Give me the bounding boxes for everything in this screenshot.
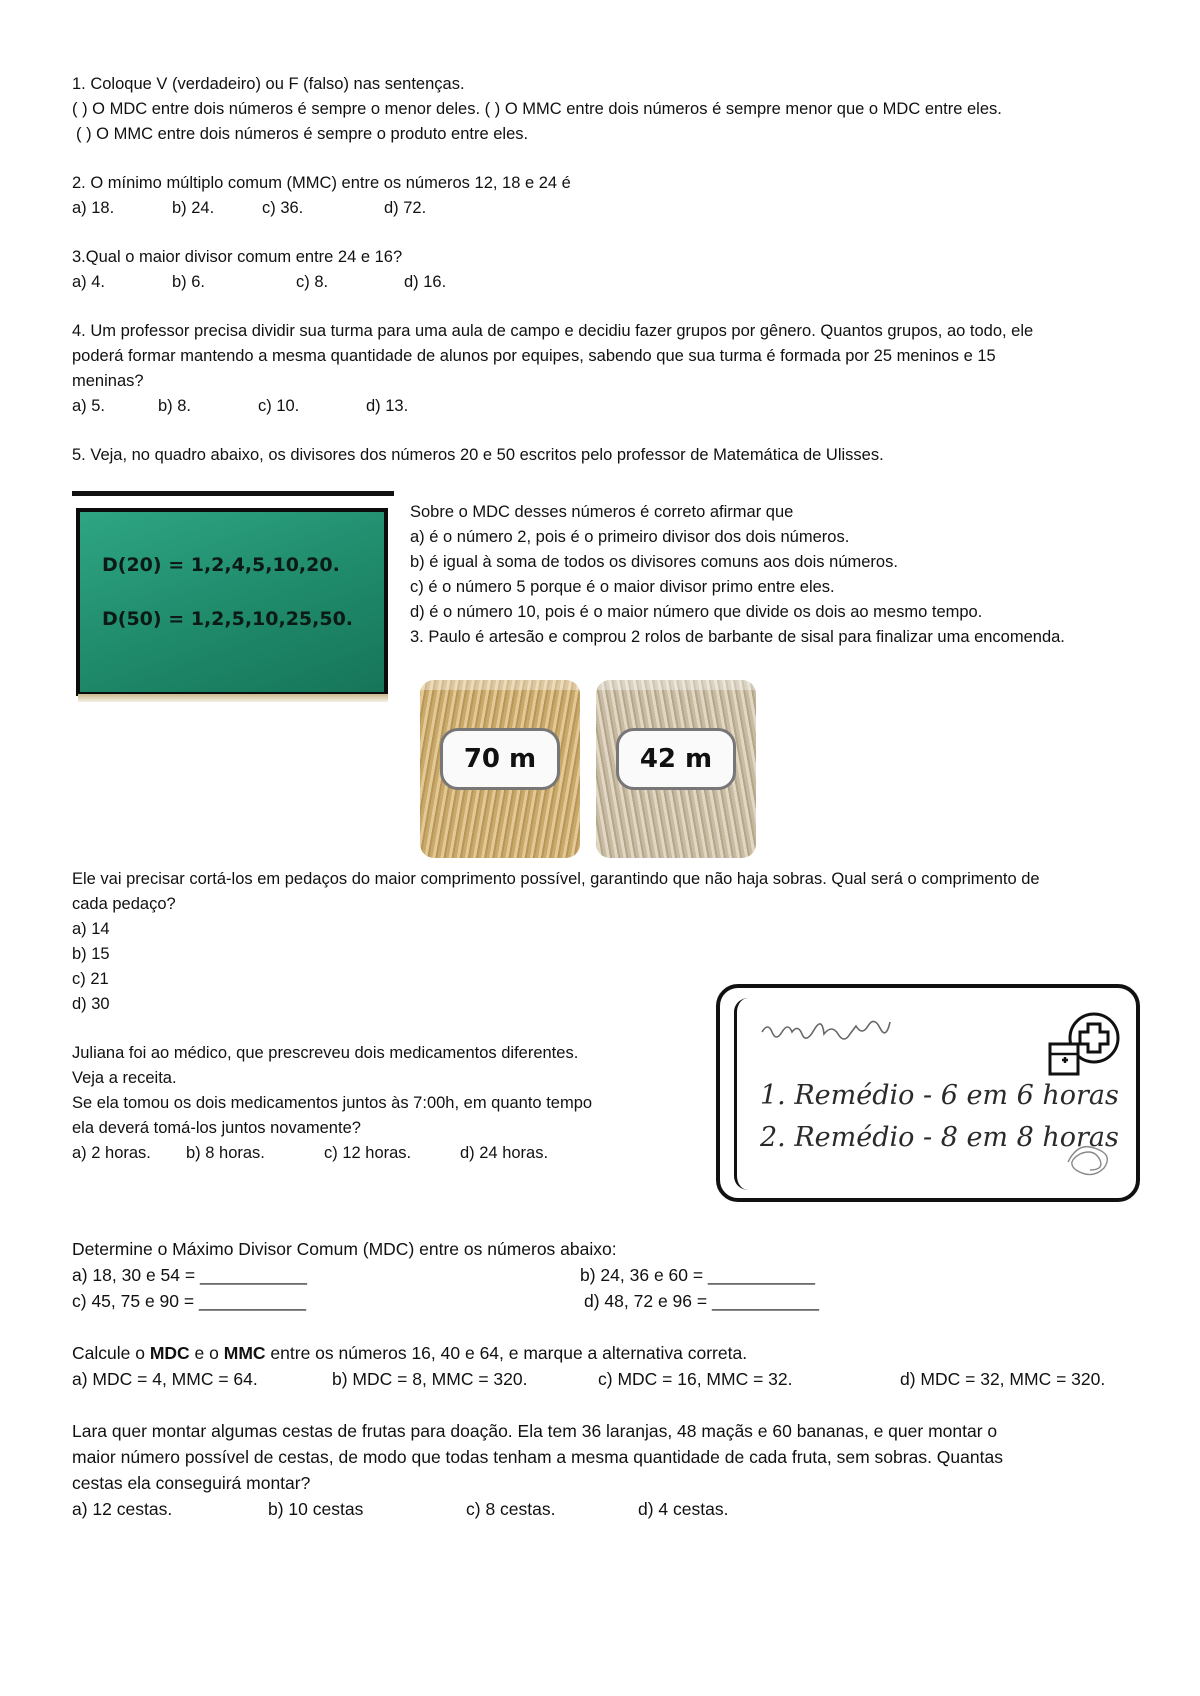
q2-options xyxy=(72,197,426,219)
q4-option-d: d) 13. xyxy=(366,397,409,415)
q7-line-3: Se ela tomou os dois medicamentos juntos às 7:00h, em quanto tempo xyxy=(72,1094,593,1112)
q9-bold-mmc: MMC xyxy=(223,1343,266,1363)
q9-text-1: Calcule o xyxy=(72,1343,150,1363)
q8-item-b: b) 24, 36 e 60 = ___________ xyxy=(580,1265,816,1285)
prescription-line-1: 1. Remédio - 6 em 6 horas xyxy=(760,1080,1119,1111)
q1-s3: ( ) O MMC entre dois números é sempre o produto entre eles. xyxy=(76,125,529,143)
q9-option-c: c) MDC = 16, MMC = 32. xyxy=(598,1369,793,1389)
q2-option-d: d) 72. xyxy=(384,199,427,217)
board-line-d20: D(20) = 1,2,4,5,10,20. xyxy=(102,554,340,576)
q10-option-b: b) 10 cestas xyxy=(268,1499,364,1519)
q6-title: 3. Paulo é artesão e comprou 2 rolos de barbante de sisal para finalizar uma encomenda. xyxy=(410,628,1065,646)
q1-statement-1 xyxy=(72,98,1002,120)
q8-item-c: c) 45, 75 e 90 = ___________ xyxy=(72,1291,307,1311)
q4-option-b: b) 8. xyxy=(158,397,192,415)
q9-option-a: a) MDC = 4, MMC = 64. xyxy=(72,1369,258,1389)
prescription-line-2: 2. Remédio - 8 em 8 horas xyxy=(760,1122,1119,1153)
q10-line-1: Lara quer montar algumas cestas de frutas para doação. Ela tem 36 laranjas, 48 maçãs e 60 bananas, e quer montar o xyxy=(72,1421,998,1441)
q10-option-a: a) 12 cestas. xyxy=(72,1499,173,1519)
q9-title xyxy=(72,1342,747,1364)
q5-option-d: d) é o número 10, pois é o maior número que divide os dois ao mesmo tempo. xyxy=(410,603,983,621)
q6-option-b: b) 15 xyxy=(72,945,110,963)
q4-options xyxy=(72,395,408,417)
q1-s2: ( ) O MMC entre dois números é sempre menor que o MDC entre eles. xyxy=(484,100,1002,118)
q8-item-a: a) 18, 30 e 54 = ___________ xyxy=(72,1265,308,1285)
q7-option-a: a) 2 horas. xyxy=(72,1144,151,1162)
q7-option-c: c) 12 horas. xyxy=(324,1144,412,1162)
q3-option-d: d) 16. xyxy=(404,273,447,291)
q9-text-2: e o xyxy=(189,1343,224,1363)
q7-line-1: Juliana foi ao médico, que prescreveu dois medicamentos diferentes. xyxy=(72,1044,579,1062)
prescription-scribble xyxy=(760,1016,960,1045)
q7-option-b: b) 8 horas. xyxy=(186,1144,265,1162)
q10-line-3: cestas ela conseguirá montar? xyxy=(72,1473,311,1493)
q3-options xyxy=(72,271,446,293)
q6-option-c: c) 21 xyxy=(72,970,109,988)
q9-bold-mdc: MDC xyxy=(149,1343,190,1363)
board-top-rule xyxy=(72,491,394,496)
q6-option-a: a) 14 xyxy=(72,920,110,938)
q2-option-c: c) 36. xyxy=(262,199,304,217)
q4-option-c: c) 10. xyxy=(258,397,300,415)
q7-line-2: Veja a receita. xyxy=(72,1069,177,1087)
q10-option-d: d) 4 cestas. xyxy=(638,1499,729,1519)
q9-text-3: entre os números 16, 40 e 64, e marque a alternativa correta. xyxy=(265,1343,748,1363)
q2-option-a: a) 18. xyxy=(72,199,115,217)
q4-line-1: 4. Um professor precisa dividir sua turma para uma aula de campo e decidiu fazer grupos por gênero. Quantos grupos, ao todo, ele xyxy=(72,322,1034,340)
q3-option-a: a) 4. xyxy=(72,273,106,291)
q1-title: 1. Coloque V (verdadeiro) ou F (falso) nas sentenças. xyxy=(72,75,465,93)
prescription-card xyxy=(716,984,1140,1202)
twine-roll-42 xyxy=(596,680,756,858)
q2-title: 2. O mínimo múltiplo comum (MMC) entre os números 12, 18 e 24 é xyxy=(72,174,571,192)
q4-line-2: poderá formar mantendo a mesma quantidade de alunos por equipes, sabendo que sua turma é formada por 25 meninos e 15 xyxy=(72,347,996,365)
q8-item-d: d) 48, 72 e 96 = ___________ xyxy=(584,1291,820,1311)
q5-option-b: b) é igual à soma de todos os divisores comuns aos dois números. xyxy=(410,553,898,571)
q5-title: 5. Veja, no quadro abaixo, os divisores dos números 20 e 50 escritos pelo professor de Matemática de Ulisses. xyxy=(72,446,884,464)
q3-option-b: b) 6. xyxy=(172,273,206,291)
chalkboard xyxy=(76,508,388,696)
q4-line-3: meninas? xyxy=(72,372,144,390)
q9-options xyxy=(72,1368,1105,1390)
roll-70-label: 70 m xyxy=(440,728,560,790)
twine-roll-70 xyxy=(420,680,580,858)
chalkboard-ledge xyxy=(78,694,388,702)
q4-option-a: a) 5. xyxy=(72,397,106,415)
q10-option-c: c) 8 cestas. xyxy=(466,1499,556,1519)
q1-s1: ( ) O MDC entre dois números é sempre o menor deles. xyxy=(72,100,481,118)
q5-option-a: a) é o número 2, pois é o primeiro divisor dos dois números. xyxy=(410,528,850,546)
q7-line-4: ela deverá tomá-los juntos novamente? xyxy=(72,1119,361,1137)
q6-line-2: cada pedaço? xyxy=(72,895,176,913)
q5-stem: Sobre o MDC desses números é correto afirmar que xyxy=(410,503,794,521)
q3-option-c: c) 8. xyxy=(296,273,329,291)
q7-option-d: d) 24 horas. xyxy=(460,1144,549,1162)
medical-kit-icon xyxy=(1046,1008,1126,1078)
q2-option-b: b) 24. xyxy=(172,199,215,217)
q6-option-d: d) 30 xyxy=(72,995,110,1013)
roll-42-label: 42 m xyxy=(616,728,736,790)
q7-options xyxy=(72,1142,548,1164)
q5-option-c: c) é o número 5 porque é o maior divisor primo entre eles. xyxy=(410,578,835,596)
q10-line-2: maior número possível de cestas, de modo que todas tenham a mesma quantidade de cada fruta, sem sobras. Quantas xyxy=(72,1447,1003,1467)
stamp-scribble-icon xyxy=(1062,1138,1118,1178)
q3-title: 3.Qual o maior divisor comum entre 24 e 16? xyxy=(72,248,403,266)
q8-title: Determine o Máximo Divisor Comum (MDC) entre os números abaixo: xyxy=(72,1239,617,1259)
q10-options xyxy=(72,1498,728,1520)
board-line-d50: D(50) = 1,2,5,10,25,50. xyxy=(102,608,354,630)
q9-option-b: b) MDC = 8, MMC = 320. xyxy=(332,1369,528,1389)
q9-option-d: d) MDC = 32, MMC = 320. xyxy=(900,1369,1106,1389)
q6-line-1: Ele vai precisar cortá-los em pedaços do maior comprimento possível, garantindo que não haja sobras. Qual será o comprimento de xyxy=(72,870,1040,888)
